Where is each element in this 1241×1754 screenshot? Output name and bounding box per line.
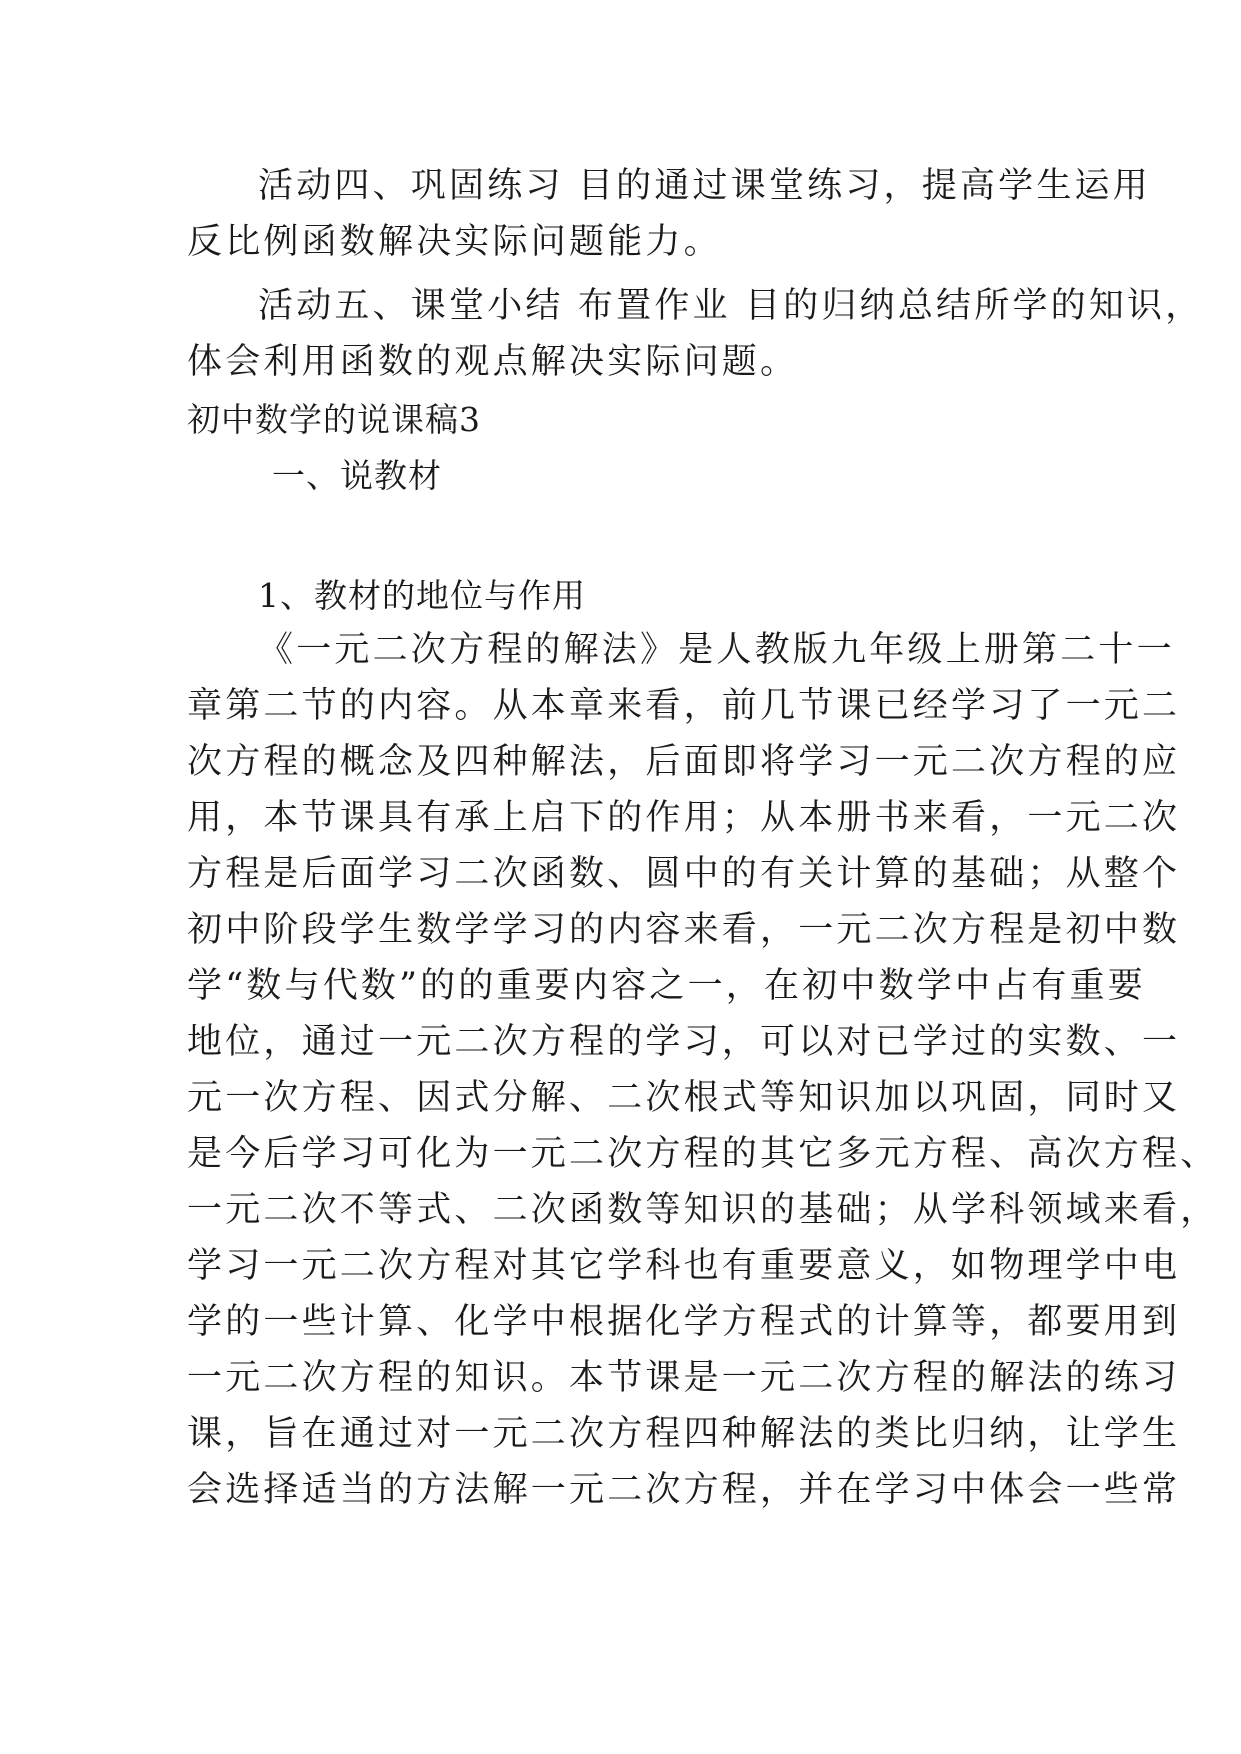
paragraph-line: 方程是后面学习二次函数、圆中的有关计算的基础；从整个 (187, 854, 1181, 894)
paragraph-line: 章第二节的内容。从本章来看，前几节课已经学习了一元二 (187, 686, 1181, 726)
paragraph-line: 学习一元二次方程对其它学科也有重要意义，如物理学中电 (187, 1246, 1181, 1286)
paragraph-line: 体会利用函数的观点解决实际问题。 (187, 342, 799, 382)
paragraph-line: 用，本节课具有承上启下的作用；从本册书来看，一元二次 (187, 798, 1181, 838)
paragraph-line: 一元二次不等式、二次函数等知识的基础；从学科领域来看， (187, 1190, 1219, 1230)
paragraph-line: 会选择适当的方法解一元二次方程，并在学习中体会一些常 (187, 1470, 1181, 1510)
paragraph-line: 活动四、巩固练习 目的通过课堂练习，提高学生运用 (258, 166, 1151, 206)
paragraph-line: 活动五、课堂小结 布置作业 目的归纳总结所学的知识， (258, 286, 1204, 326)
section-title: 初中数学的说课稿3 (187, 400, 481, 439)
item-title: 1、教材的地位与作用 (258, 576, 586, 615)
paragraph-line: 《一元二次方程的解法》是人教版九年级上册第二十一 (258, 630, 1175, 670)
paragraph-line: 地位，通过一元二次方程的学习，可以对已学过的实数、一 (187, 1022, 1181, 1062)
paragraph-line: 初中阶段学生数学学习的内容来看，一元二次方程是初中数 (187, 910, 1181, 950)
paragraph-line: 元一次方程、因式分解、二次根式等知识加以巩固，同时又 (187, 1078, 1181, 1118)
paragraph-line: 课，旨在通过对一元二次方程四种解法的类比归纳，让学生 (187, 1414, 1181, 1454)
paragraph-line: 一元二次方程的知识。本节课是一元二次方程的解法的练习 (187, 1358, 1181, 1398)
paragraph-line: 是今后学习可化为一元二次方程的其它多元方程、高次方程、 (187, 1134, 1219, 1174)
paragraph-line: 反比例函数解决实际问题能力。 (187, 222, 722, 262)
paragraph-line: 学“数与代数”的的重要内容之一，在初中数学中占有重要 (187, 966, 1146, 1006)
paragraph-line: 次方程的概念及四种解法，后面即将学习一元二次方程的应 (187, 742, 1181, 782)
subsection-title: 一、说教材 (272, 456, 442, 495)
paragraph-line: 学的一些计算、化学中根据化学方程式的计算等，都要用到 (187, 1302, 1181, 1342)
